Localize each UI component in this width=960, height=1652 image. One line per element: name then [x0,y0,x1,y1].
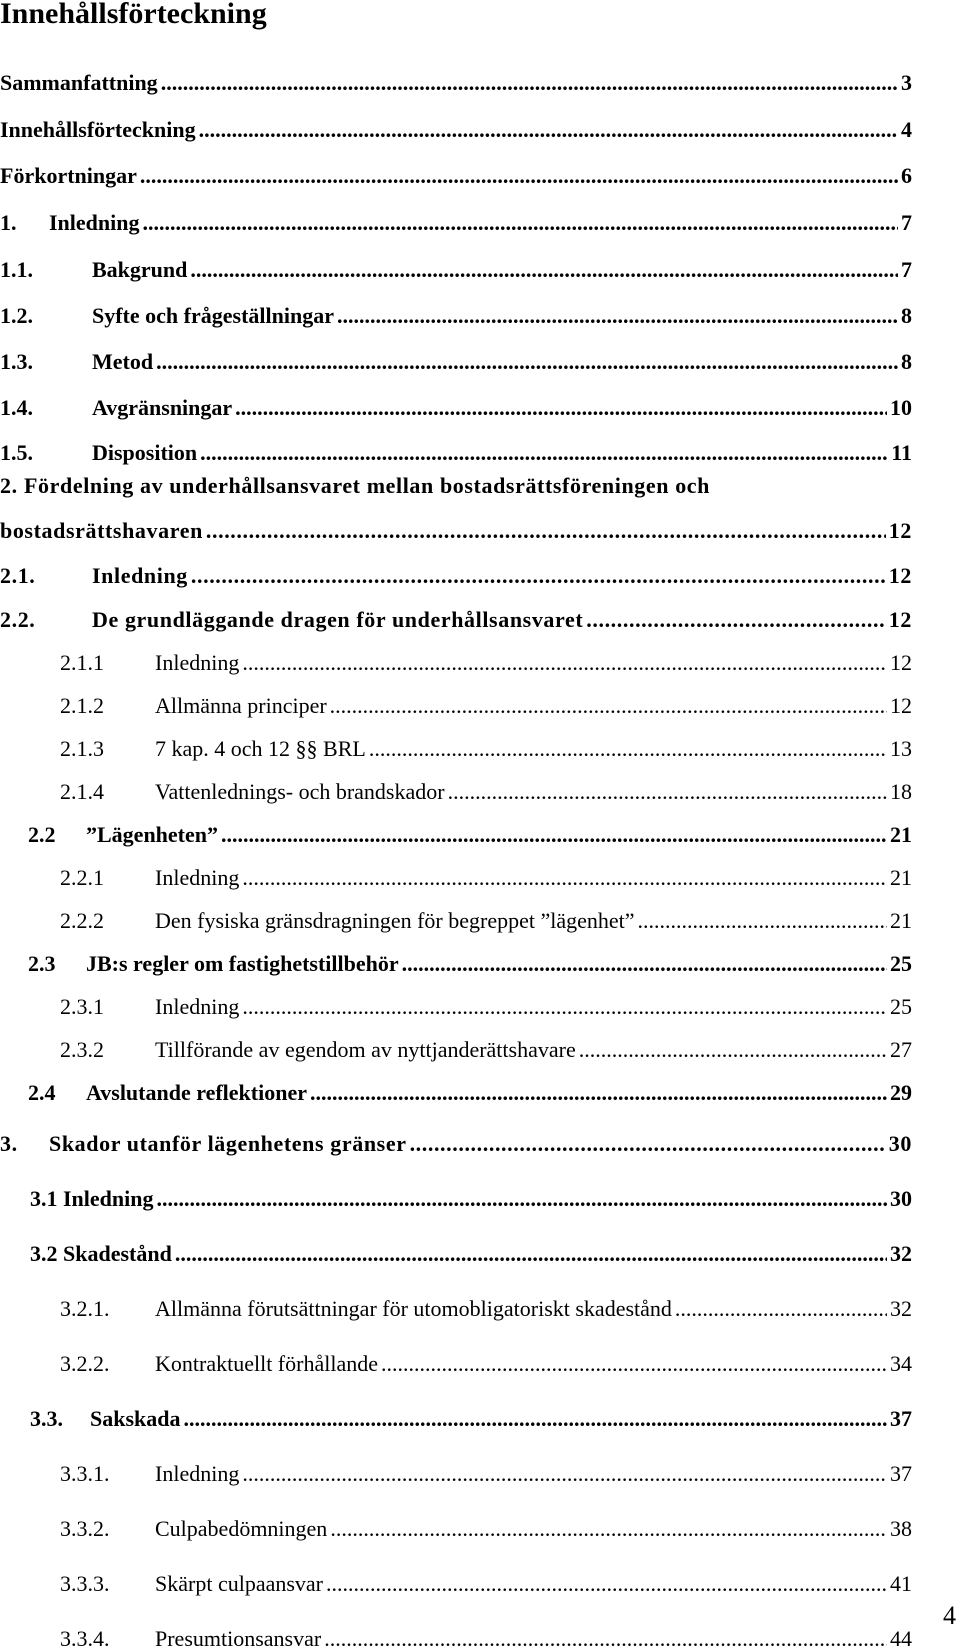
toc-entry-text: Inledning [155,865,240,890]
toc-entry-page: 12 [888,607,912,632]
toc-entry-text: Metod [92,349,154,374]
toc-entry[interactable] [0,381,912,421]
toc-leader [675,1295,887,1322]
toc-entry-number: 2.1.3 [60,736,104,761]
toc-entry[interactable] [0,549,912,589]
toc-entry-number: 2.2.1 [60,865,104,890]
toc-leader [175,1240,887,1267]
toc-entry-number: 1.5. [0,440,33,465]
toc-leader [191,562,886,589]
toc-entry-page: 27 [890,1037,912,1062]
toc-leader [638,907,887,934]
toc-entry-page: 32 [890,1296,912,1321]
toc-entry-text: Förkortningar [0,163,137,188]
toc-entry-page: 12 [888,518,912,543]
toc-entry-page: 30 [888,1131,912,1156]
toc-entry-page: 7 [901,210,912,235]
toc-entry-text: Inledning [155,994,240,1019]
toc-entry-number: 2.3.2 [60,1037,104,1062]
toc-entry-page: 4 [901,117,912,142]
toc-entry[interactable] [60,1612,912,1652]
toc-entry-page: 21 [890,908,912,933]
toc-entry-page: 41 [890,1571,912,1596]
toc-entry-text: Sakskada [90,1406,181,1431]
toc-entry[interactable] [30,1392,912,1432]
toc-entry-text: Tillförande av egendom av nyttjanderättshavare [155,1037,576,1062]
toc-entry-text: Disposition [92,440,198,465]
toc-entry[interactable] [0,103,912,143]
toc-entry[interactable] [0,335,912,375]
toc-entry-page: 38 [890,1516,912,1541]
toc-entry-page: 8 [901,303,912,328]
toc-leader [337,302,898,329]
toc-entry[interactable] [60,679,912,719]
toc-entry[interactable] [0,289,912,329]
toc-entry-number: 2.3 [28,951,56,976]
toc-leader [235,394,887,421]
page-title: Innehållsförteckning [0,0,267,30]
toc-entry-number: 2. [0,473,18,498]
toc-entry-number: 1.4. [0,395,33,420]
toc-entry-number: 1. [0,210,17,235]
toc-entry-page: 29 [890,1080,912,1105]
toc-entry[interactable] [0,1117,912,1157]
toc-entry[interactable] [0,196,912,236]
toc-entry-text: Inledning [49,210,140,235]
toc-entry-text: Den fysiska gränsdragningen för begreppet ”lägenhet” [155,908,635,933]
toc-entry-text: Presumtionsansvar [155,1626,322,1651]
toc-entry-text: Sammanfattning [0,70,158,95]
toc-entry-page: 21 [890,822,912,847]
toc-entry[interactable] [0,149,912,189]
toc-leader [448,778,887,805]
toc-leader [221,821,887,848]
toc-entry-page: 44 [890,1626,912,1651]
toc-entry-text: Allmänna förutsättningar för utomobligatoriskt skadestånd [155,1296,672,1321]
toc-entry-text: Inledning [155,1461,240,1486]
toc-entry[interactable] [60,894,912,934]
toc-entry[interactable] [0,459,710,499]
toc-entry-number: 2.2 [28,822,56,847]
toc-entry-number: 3.2.2. [60,1351,110,1376]
toc-leader [190,256,898,283]
toc-entry[interactable] [60,765,912,805]
toc-entry[interactable] [0,56,912,96]
toc-entry-text: Allmänna principer [155,693,327,718]
toc-entry-text: 3.2 Skadestånd [30,1241,172,1266]
toc-entry-number: 2.1.2 [60,693,104,718]
toc-leader [330,692,887,719]
toc-entry[interactable] [30,1227,912,1267]
toc-entry-page: 30 [890,1186,912,1211]
toc-entry[interactable] [60,1557,912,1597]
toc-entry[interactable] [28,1066,912,1106]
toc-entry-text: 3.1 Inledning [30,1186,154,1211]
toc-entry-number: 1.2. [0,303,33,328]
toc-entry-page: 11 [891,440,912,465]
toc-entry[interactable] [60,722,912,762]
toc-leader [199,116,898,143]
toc-entry-page: 12 [890,650,912,675]
toc-leader [184,1405,887,1432]
toc-entry[interactable] [30,1172,912,1212]
toc-entry-page: 10 [890,395,912,420]
toc-entry-text: De grundläggande dragen för underhållsansvaret [92,607,584,632]
toc-leader [586,606,886,633]
toc-entry-text: Innehållsförteckning [0,117,196,142]
toc-entry-number: 1.1. [0,257,33,282]
toc-leader [161,69,898,96]
toc-entry-page: 25 [890,951,912,976]
toc-entry-page: 32 [890,1241,912,1266]
toc-entry[interactable] [60,1023,912,1063]
toc-leader [242,649,887,676]
toc-entry[interactable] [60,1502,912,1542]
toc-entry-page: 21 [890,865,912,890]
toc-entry-continued[interactable] [0,504,912,544]
toc-entry-text: Inledning [155,650,240,675]
toc-entry-text: Skador utanför lägenhetens gränser [49,1131,407,1156]
toc-entry-text: Bakgrund [92,257,188,282]
toc-entry-number: 2.1. [0,563,36,588]
toc-entry[interactable] [60,851,912,891]
toc-leader [330,1515,887,1542]
toc-entry-text: ”Lägenheten” [86,822,218,847]
toc-entry-text: Skärpt culpaansvar [155,1571,323,1596]
toc-entry[interactable] [0,593,912,633]
toc-entry-number: 3.3.3. [60,1571,110,1596]
toc-entry-number: 3. [0,1131,18,1156]
toc-entry-text: Syfte och frågeställningar [92,303,334,328]
toc-leader [579,1036,887,1063]
toc-entry-page: 12 [890,693,912,718]
toc-entry[interactable] [60,1337,912,1377]
toc-entry-text: Inledning [92,563,188,588]
toc-entry-page: 7 [901,257,912,282]
toc-entry-text: Fördelning av underhållsansvaret mellan bostadsrättsföreningen och [24,473,710,498]
toc-leader [402,950,887,977]
toc-entry-page: 34 [890,1351,912,1376]
toc-entry-page: 37 [890,1461,912,1486]
toc-entry-page: 3 [901,70,912,95]
toc-entry-number: 3.3.2. [60,1516,110,1541]
toc-entry-page: 8 [901,349,912,374]
toc-leader [326,1570,887,1597]
toc-entry-page: 37 [890,1406,912,1431]
toc-entry[interactable] [28,808,912,848]
toc-leader [156,348,898,375]
toc-leader [157,1185,888,1212]
toc-entry-text: Avslutande reflektioner [86,1080,307,1105]
toc-entry-number: 3.3.4. [60,1626,110,1651]
toc-entry-number: 2.1.4 [60,779,104,804]
toc-entry-page: 6 [901,163,912,188]
toc-entry-number: 1.3. [0,349,33,374]
toc-leader [310,1079,887,1106]
toc-entry-page: 12 [888,563,912,588]
toc-entry-text: Avgränsningar [92,395,233,420]
toc-entry-text: Culpabedömningen [155,1516,328,1541]
toc-entry-number: 3.2.1. [60,1296,110,1321]
toc-entry-number: 2.2.2 [60,908,104,933]
page-number: 4 [943,1601,956,1630]
toc-leader [242,993,887,1020]
toc-entry-number: 3.3. [30,1406,63,1431]
toc-entry-page: 18 [890,779,912,804]
toc-entry[interactable] [0,243,912,283]
toc-entry-number: 2.3.1 [60,994,104,1019]
toc-entry-text: bostadsrättshavaren [0,518,203,543]
toc-entry[interactable] [28,937,912,977]
toc-entry-text: Kontraktuellt förhållande [155,1351,378,1376]
toc-leader [242,864,887,891]
toc-leader [369,735,887,762]
toc-leader [140,162,898,189]
toc-entry[interactable] [60,636,912,676]
toc-entry-number: 2.4 [28,1080,56,1105]
toc-entry-text: Vattenlednings- och brandskador [155,779,445,804]
toc-entry[interactable] [60,1282,912,1322]
toc-entry-page: 25 [890,994,912,1019]
toc-leader [143,209,899,236]
toc-leader [206,517,886,544]
toc-entry[interactable] [60,1447,912,1487]
toc-entry-number: 3.3.1. [60,1461,110,1486]
toc-entry-text: JB:s regler om fastighetstillbehör [86,951,399,976]
toc-entry[interactable] [60,980,912,1020]
toc-leader [242,1460,887,1487]
toc-entry-number: 2.2. [0,607,36,632]
toc-leader [410,1130,886,1157]
toc-entry-text: 7 kap. 4 och 12 §§ BRL [155,736,366,761]
toc-leader [381,1350,887,1377]
toc-entry-number: 2.1.1 [60,650,104,675]
toc-entry-page: 13 [890,736,912,761]
